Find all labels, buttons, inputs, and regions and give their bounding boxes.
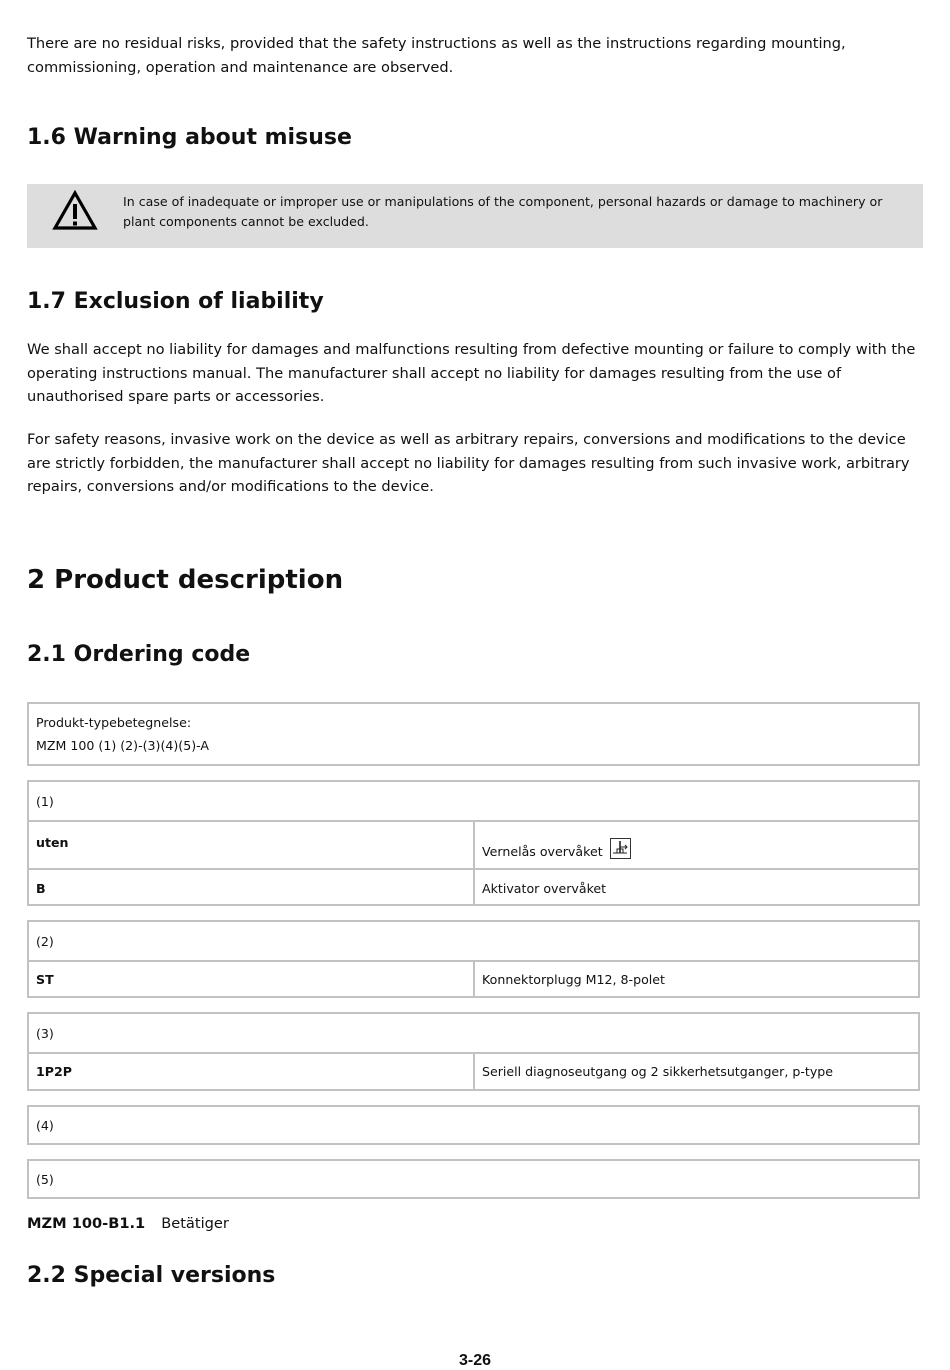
page-number: 3-26 (458, 1352, 492, 1369)
actuator-description: Betätiger (161, 1215, 229, 1232)
warning-box (27, 184, 923, 248)
actuator-line (27, 1215, 229, 1232)
intro-paragraph: There are no residual risks, provided that the safety instructions as well as the instructions regarding mounting, commissioning, operation and maintenance are observed. (27, 35, 846, 76)
chapter-heading-2: 2 Product description (27, 565, 344, 595)
option-code: uten (29, 822, 475, 868)
type-designation-label: Produkt-typebetegnelse: (36, 715, 192, 730)
warning-text: In case of inadequate or improper use or manipulations of the component, personal hazards or damage to machinery or plant components cannot be excluded. (123, 194, 883, 229)
actuator-code: MZM 100-B1.1 (27, 1215, 146, 1232)
ordering-group-5 (27, 1159, 920, 1199)
liability-paragraph-1: We shall accept no liability for damages and malfunctions resulting from defective mounting or failure to comply with the operating instructions manual. The manufacturer shall accept no liability for damages resulting from the use of unauthorised spare parts or accessories. (27, 341, 916, 405)
group-header: (2) (36, 933, 54, 949)
option-description: Konnektorplugg M12, 8-polet (482, 971, 665, 987)
section-heading-1-7: 1.7 Exclusion of liability (27, 289, 324, 314)
lock-monitored-icon (610, 838, 631, 859)
ordering-group-3 (27, 1012, 920, 1091)
option-description-cell (475, 822, 918, 868)
option-description: Vernelås overvåket (482, 844, 603, 859)
option-code: B (29, 870, 475, 906)
type-designation-table (27, 702, 920, 766)
type-designation-code: MZM 100 (1) (2)-(3)(4)(5)-A (36, 738, 210, 753)
warning-triangle-icon (52, 190, 98, 232)
option-description: Seriell diagnoseutgang og 2 sikkerhetsutganger, p-type (482, 1064, 834, 1079)
ordering-group-2 (27, 920, 920, 998)
group-header: (4) (36, 1117, 54, 1133)
group-header: (5) (36, 1171, 54, 1187)
ordering-group-1 (27, 780, 920, 906)
ordering-group-4 (27, 1105, 920, 1145)
section-heading-2-2: 2.2 Special versions (27, 1263, 276, 1288)
section-heading-1-6: 1.6 Warning about misuse (27, 125, 352, 150)
option-code: ST (29, 962, 475, 996)
group-header: (3) (36, 1025, 54, 1041)
section-heading-2-1: 2.1 Ordering code (27, 642, 251, 667)
option-description: Aktivator overvåket (482, 880, 607, 896)
group-header: (1) (36, 793, 54, 809)
option-code: 1P2P (29, 1054, 475, 1089)
liability-paragraph-2: For safety reasons, invasive work on the device as well as arbitrary repairs, conversions and modifications to the device are strictly forbidden, the manufacturer shall accept no liability for damages resulting from such invasive work, arbitrary repairs, conversions and/or modifications to the device. (27, 431, 910, 495)
